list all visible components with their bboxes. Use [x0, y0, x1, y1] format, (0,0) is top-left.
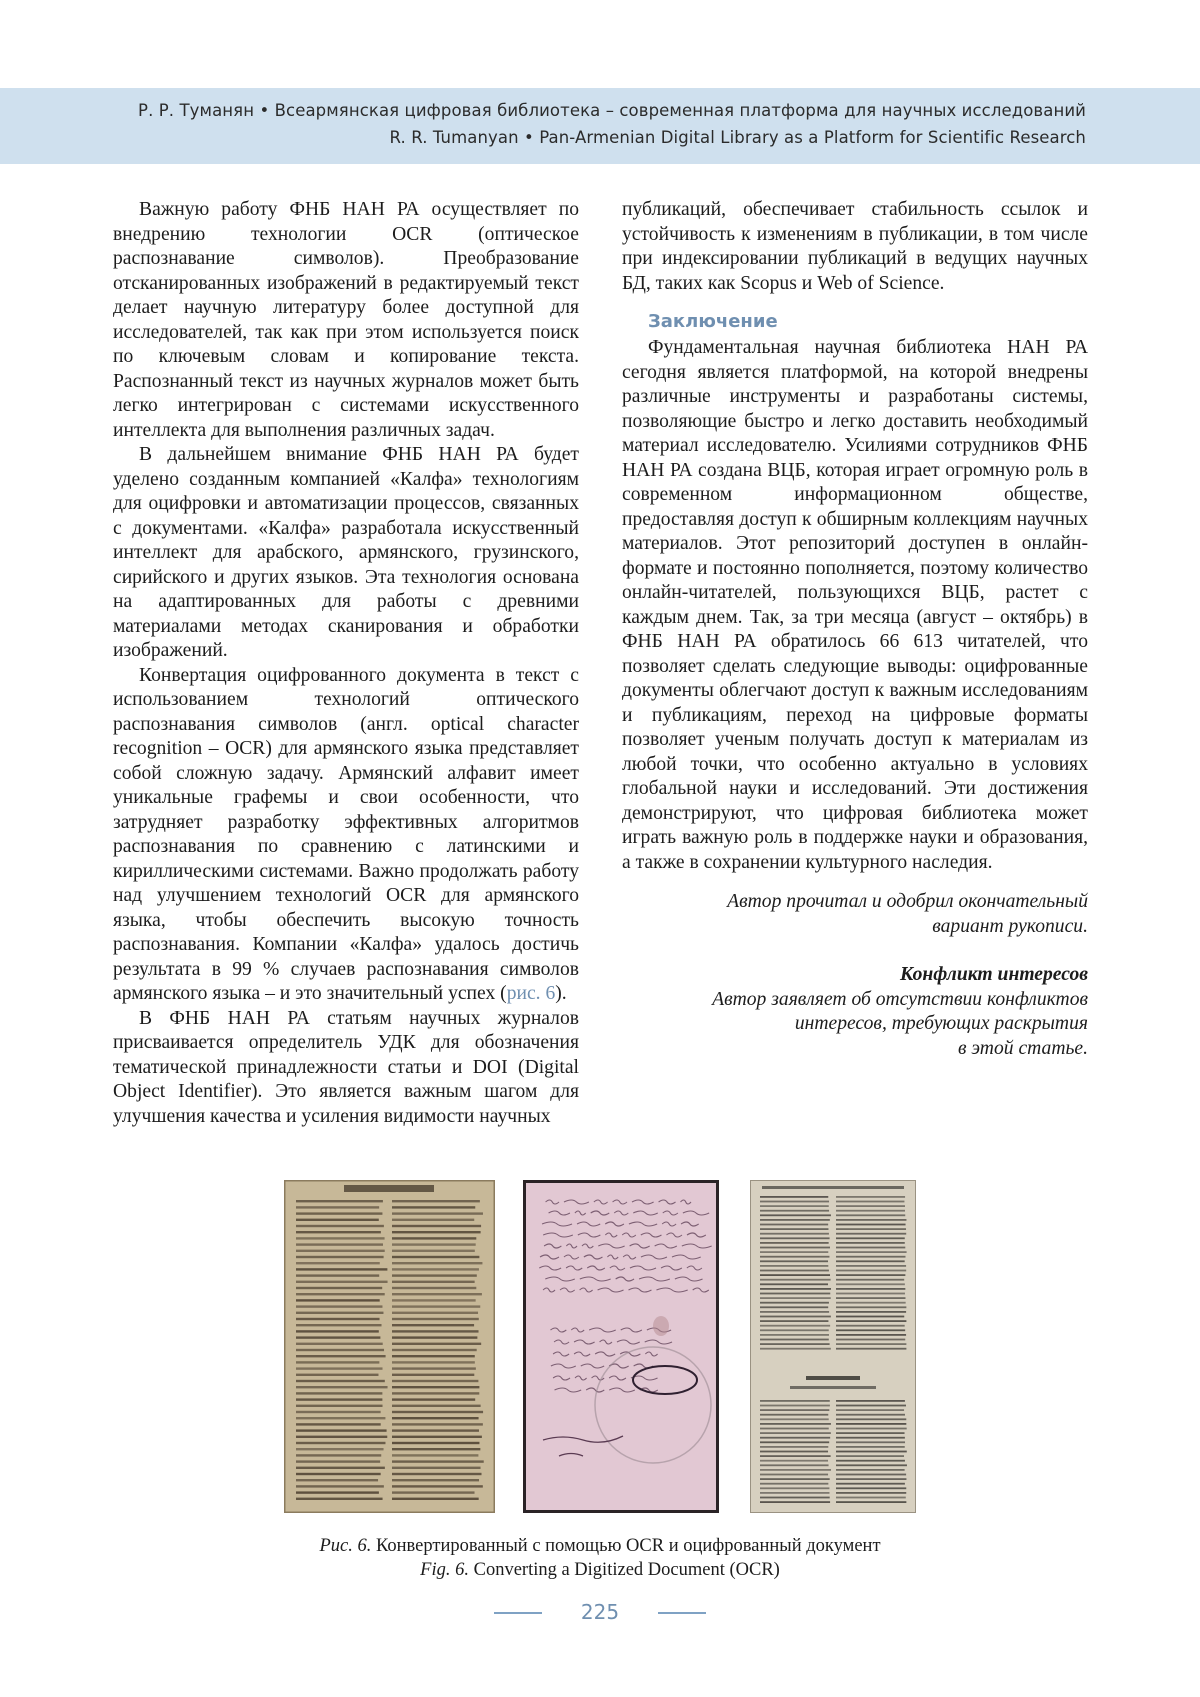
running-header-ru: Р. Р. Туманян • Всеармянская цифровая библиотека – современная платформа для научных исследований	[138, 101, 1086, 120]
caption-ru-text: Конвертированный с помощью OCR и оцифрованный документ	[371, 1536, 880, 1556]
caption-en-label: Fig. 6.	[420, 1560, 469, 1580]
conflict-line-3: в этой статье.	[622, 1037, 1088, 1062]
section-title-conclusion: Заключение	[648, 310, 1088, 334]
paragraph-armenian-ocr	[113, 664, 579, 1007]
conflict-line-1: Автор заявляет об отсутствии конфликтов	[622, 988, 1088, 1013]
running-header-en: R. R. Tumanyan • Pan-Armenian Digital Library as a Platform for Scientific Research	[390, 128, 1086, 147]
paragraph-continuation: публикаций, обеспечивает стабильность ссылок и устойчивость к изменениям в публикации, в том числе при индексировании публикаций в ведущих научных БД, таких как Scopus и Web of Science.	[622, 198, 1088, 296]
footer-rule-left	[494, 1612, 542, 1614]
paragraph-ocr: Важную работу ФНБ НАН РА осуществляет по внедрению технологии OCR (оптическое распознавание символов). Преобразование отсканированных изображений в редактируемый текст делает научную литературу более доступной для исследователей, так как при этом используется поиск по ключевым словам и копирование текста. Распознанный текст из научных журналов может быть легко интегрирован с системами искусственного интеллекта для выполнения различных задач.	[113, 198, 579, 443]
caption-en-text: Converting a Digitized Document (OCR)	[469, 1560, 780, 1580]
paragraph-conclusion: Фундаментальная научная библиотека НАН РА сегодня является платформой, на которой внедрены различные инструменты и разработаны системы, позволяющие быстро и легко доставить необходимый материал исследователю. Усилиями сотрудников ФНБ НАН РА создана ВЦБ, которая играет огромную роль в современном информационном обществе, предоставляя доступ к обширным коллекциям научных материалов. Этот репозиторий доступен в онлайн-формате и постоянно пополняется, поэтому количество онлайн-читателей, пользующихся ВЦБ, растет с каждым днем. Так, за три месяца (август – октябрь) в ФНБ НАН РА обратилось 66 613 читателей, что позволяет сделать следующие выводы: оцифрованные документы облегчают доступ к важным исследованиям и публикациям, переход на цифровые форматы позволяет ученым получать доступ к материалам из любой точки, что особенно актуально в условиях глобальной науки и исследований. Эти достижения демонстрируют, что цифровая библиотека может играть важную роль в поддержке науки и образования, а также в сохранении культурного наследия.	[622, 336, 1088, 875]
handwritten-letter-image	[523, 1180, 719, 1513]
paragraph-armenian-ocr-text: Конвертация оцифрованного документа в текст с использованием технологий оптического распознавания символов (англ. optical character recognition – OCR) для армянского языка представляет собой сложную задачу. Армянский алфавит имеет уникальные графемы и свои особенности, что затрудняет разработку эффективных алгоритмов распознавания по сравнению с латинскими и кириллическими системами. Важно продолжать работу над улучшением технологий OCR для армянского языка, чтобы обеспечить высокую точность распознавания. Компании «Калфа» удалось достичь результата в 99 % случаев распознавания символов армянского языка – и это значительный успех (	[113, 665, 579, 1005]
caption-ru	[0, 1534, 1200, 1558]
paragraph-armenian-ocr-end: ).	[555, 983, 566, 1004]
paragraph-udk-doi: В ФНБ НАН РА статьям научных журналов присваивается определитель УДК для обозначения тематической принадлежности статьи и DOI (Digital Object Identifier). Это является важным шагом для улучшения качества и усиления видимости научных	[113, 1007, 579, 1130]
manuscript-page-image	[284, 1180, 495, 1513]
conflict-line-2: интересов, требующих раскрытия	[622, 1012, 1088, 1037]
caption-ru-label: Рис. 6.	[319, 1536, 371, 1556]
figure-6-caption	[0, 1534, 1200, 1582]
author-approval-line-2: вариант рукописи.	[622, 915, 1088, 940]
conflict-of-interest-statement	[622, 988, 1088, 1062]
right-column	[622, 198, 1088, 1061]
printed-journal-page-image	[750, 1180, 916, 1513]
paragraph-kalfa: В дальнейшем внимание ФНБ НАН РА будет уделено созданным компанией «Калфа» технологиям для оцифровки и автоматизации процессов, связанных с документами. «Калфа» разработала искусственный интеллект для арабского, армянского, грузинского, сирийского и других языков. Эта технология основана на адаптированных для работы с древними материалами методах сканирования и обработки изображений.	[113, 443, 579, 664]
footer-rule-right	[658, 1612, 706, 1614]
conflict-of-interest-title: Конфликт интересов	[622, 963, 1088, 988]
figure-6-reference-link[interactable]: рис. 6	[507, 983, 556, 1004]
running-header	[0, 88, 1200, 164]
author-approval-note	[622, 890, 1088, 939]
page-number: 225	[560, 1600, 640, 1624]
figure-6-images	[284, 1180, 916, 1513]
author-approval-line-1: Автор прочитал и одобрил окончательный	[622, 890, 1088, 915]
caption-en	[0, 1558, 1200, 1582]
page-footer	[0, 1598, 1200, 1628]
left-column	[113, 198, 579, 1129]
